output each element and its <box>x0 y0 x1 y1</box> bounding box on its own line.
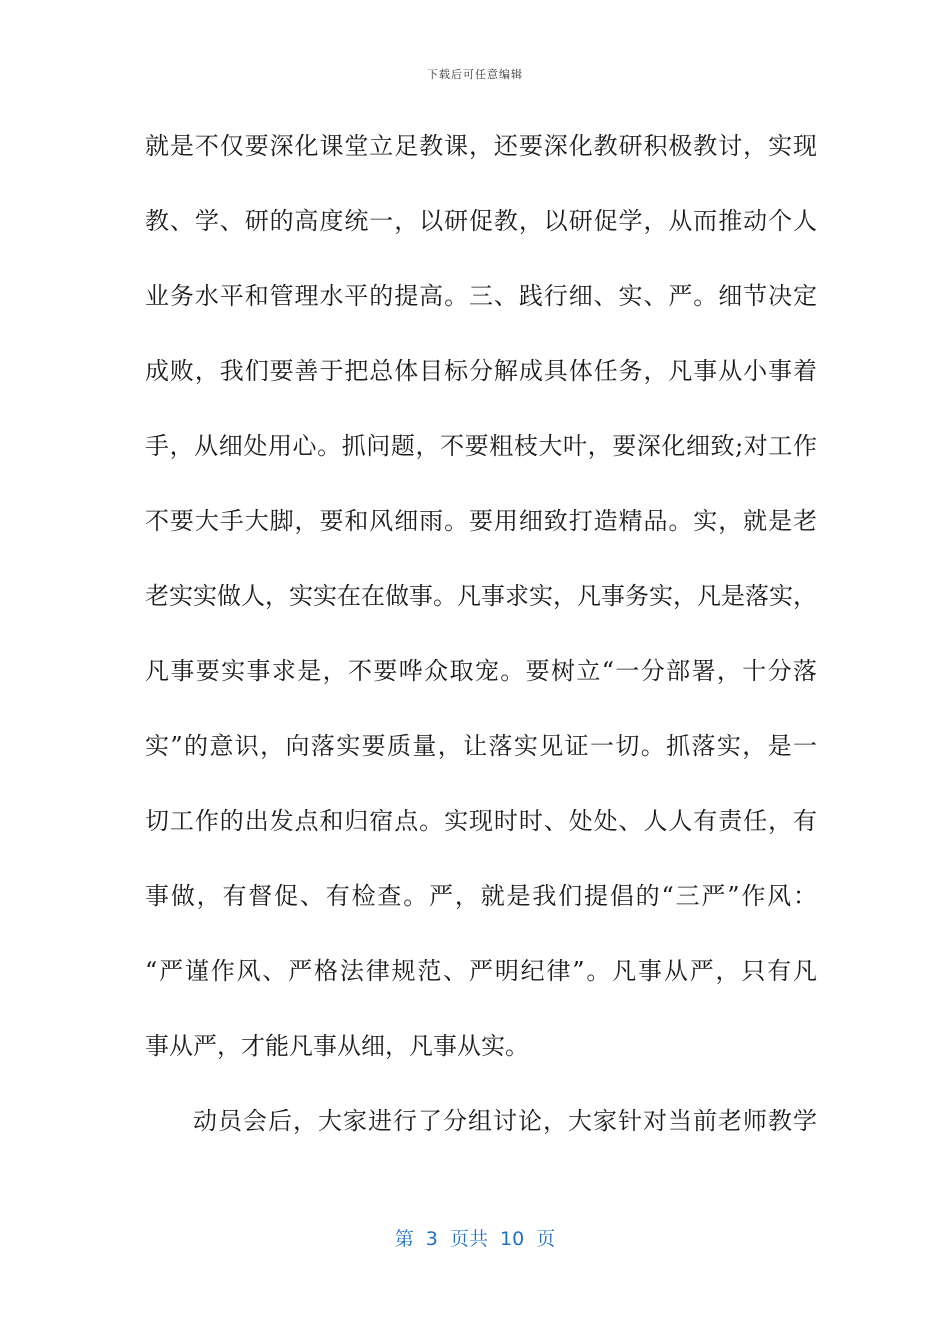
text-line: 事从严，才能凡事从细，凡事从实。 <box>145 1032 529 1060</box>
text-line: 教、学、研的高度统一，以研促教，以研促学，从而推动个人 <box>145 207 817 235</box>
text-line: 就是不仅要深化课堂立足教课，还要深化教研积极教讨，实现 <box>145 132 817 160</box>
text-line: 动员会后，大家进行了分组讨论，大家针对当前老师教学 <box>193 1107 817 1135</box>
text-line: 手，从细处用心。抓问题，不要粗枝大叶，要深化细致;对工作 <box>145 432 817 460</box>
text-line: 凡事要实事求是，不要哗众取宠。要树立“一分部署，十分落 <box>145 657 817 685</box>
text-line: 事做，有督促、有检查。严，就是我们提倡的“三严”作风： <box>145 882 817 910</box>
text-line: “严谨作风、严格法律规范、严明纪律”。凡事从严，只有凡 <box>145 957 817 985</box>
text-line: 老实实做人，实实在在做事。凡事求实，凡事务实，凡是落实， <box>145 582 817 610</box>
text-line: 业务水平和管理水平的提高。三、践行细、实、严。细节决定 <box>145 282 817 310</box>
text-line: 切工作的出发点和归宿点。实现时时、处处、人人有责任，有 <box>145 807 817 835</box>
text-line: 实”的意识，向落实要质量，让落实见证一切。抓落实，是一 <box>145 732 817 760</box>
document-body <box>145 120 817 1170</box>
text-line: 不要大手大脚，要和风细雨。要用细致打造精品。实，就是老 <box>145 507 817 535</box>
page-number-footer: 第 3 页共 10 页 <box>394 1228 556 1250</box>
page-header-caption: 下载后可任意编辑 <box>427 68 523 81</box>
text-line: 成败，我们要善于把总体目标分解成具体任务，凡事从小事着 <box>145 357 817 385</box>
